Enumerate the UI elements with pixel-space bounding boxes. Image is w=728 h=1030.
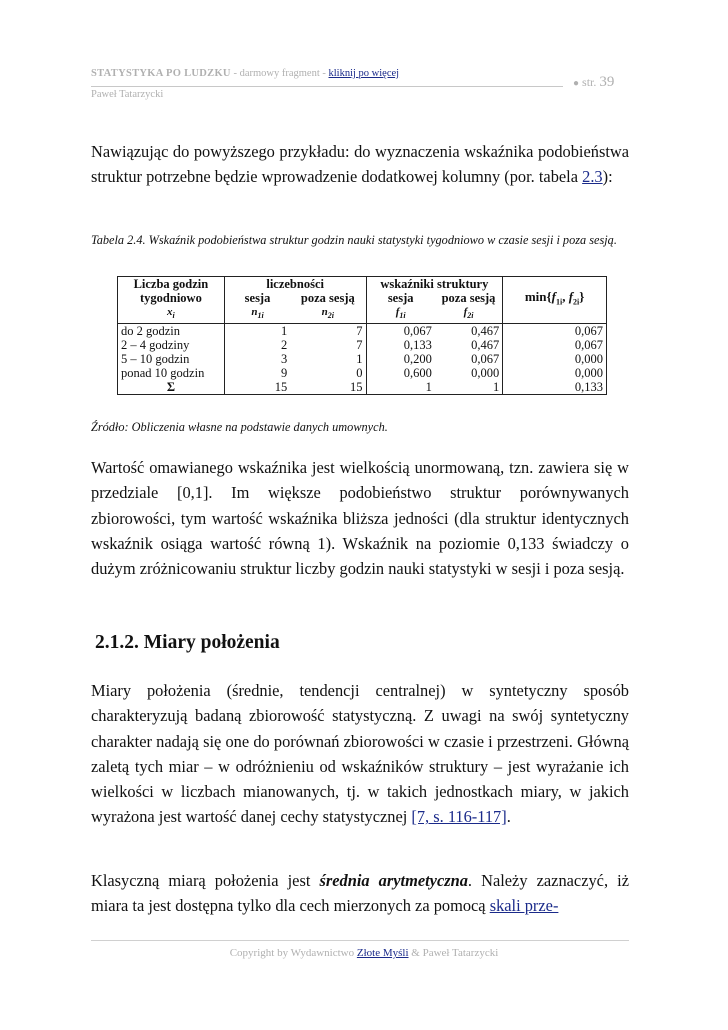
group-structure-header: wskaźniki struktury [366, 277, 503, 292]
sigma-label: Σ [166, 380, 175, 395]
paragraph3-end: . [506, 807, 511, 827]
total-n2: 15 [350, 380, 363, 395]
sym-n1-sub: 1i [257, 311, 264, 321]
page-header [91, 68, 629, 100]
footer-rule [91, 940, 629, 941]
sym-f1-base: f [395, 306, 400, 318]
page-number-value: 39 [599, 74, 615, 90]
table-source: Źródło: Obliczenia własne na podstawie danych umownych. [91, 420, 388, 434]
min-f2-sub: 2i [573, 297, 580, 307]
col-hours-header: Liczba godzin tygodniowo [133, 277, 209, 305]
sub-session-header-2: sesja [366, 291, 435, 305]
cell-f1: 0,200 [366, 352, 435, 366]
table-row [118, 366, 607, 380]
publisher-link[interactable]: Złote Myśli [356, 947, 409, 959]
cell-min: 0,000 [503, 366, 607, 380]
paragraph-measures [91, 678, 629, 830]
total-f1: 1 [366, 380, 435, 395]
sym-n2-sub: 2i [327, 311, 335, 321]
header-author: Paweł Tatarzycki [91, 89, 164, 100]
total-min: 0,133 [503, 380, 607, 395]
cell-f1: 0,600 [366, 366, 435, 380]
min-f1: f [551, 289, 556, 305]
table-total-row [118, 380, 607, 395]
cell-f2: 0,467 [435, 324, 503, 339]
row-label: 5 – 10 godzin [121, 352, 190, 367]
table-row [118, 324, 607, 339]
cell-n2: 7 [356, 338, 363, 353]
cell-f2: 0,067 [471, 352, 500, 367]
sub-session-header: sesja [224, 291, 290, 305]
sym-f2-sub: 2i [467, 311, 474, 321]
page-footer [0, 947, 728, 959]
sym-f2 [435, 305, 503, 324]
cell-n2: 1 [356, 352, 363, 367]
intro-text: Nawiązując do powyższego przykładu: do wyznaczenia wskaźnika podobieństwa struktur potrzebne będzie wprowadzenie dodatkowej kolumny (por. tabela [91, 142, 629, 187]
sym-n2-base: n [321, 306, 328, 318]
free-fragment-label: darmowy fragment [239, 68, 320, 79]
sym-f2-base: f [463, 306, 468, 318]
total-f2: 1 [492, 380, 500, 395]
min-header [503, 277, 607, 324]
sym-x [118, 305, 225, 324]
emphasis-mean: średnia arytmetyczna [319, 871, 468, 890]
header-separator-2: - [319, 68, 329, 79]
more-link[interactable]: kliknij po więcej [328, 68, 400, 79]
sub-outside-header-2: poza sesją [441, 291, 496, 305]
cell-n2: 7 [290, 324, 366, 339]
row-label: 2 – 4 godziny [121, 338, 190, 353]
min-close: } [579, 289, 585, 305]
table-ref-link[interactable]: 2.3 [582, 167, 603, 187]
cell-f1: 0,133 [366, 338, 435, 352]
cell-n1: 9 [224, 366, 290, 380]
paragraph-normalized: Wartość omawianego wskaźnika jest wielkością unormowaną, tzn. zawiera się w przedziale [0,1]. Im większe podobieństwo struktur porównywanych zbiorowości, tym wartość wskaźnika bliższa jedności (dla struktur identycznych wskaźnik osiąga wartość równą 1). Wskaźnik na poziomie 0,133 świadczy o dużym zróżnicowaniu struktur liczby godzin nauki statystyki w sesji i poza sesją. [91, 458, 629, 579]
cell-f2: 0,000 [471, 366, 500, 381]
sym-x-sub: i [172, 311, 175, 321]
cell-f1: 0,067 [366, 324, 435, 339]
sym-f1-sub: 1i [399, 311, 406, 321]
sym-n2 [290, 305, 366, 324]
cell-n1: 2 [224, 338, 290, 352]
intro-paragraph [91, 139, 629, 190]
cell-n1: 3 [224, 352, 290, 366]
cell-n2: 0 [356, 366, 363, 381]
paragraph4-start: Klasyczną miarą położenia jest [91, 871, 320, 890]
paragraph3-text: Miary położenia (średnie, tendencji centralnej) w syntetyczny sposób charakteryzują badaną zbiorowość statystyczną. Z uwagi na swój syntetyczny charakter nadają się one do porównań zbiorowości w czasie i przestrzeni. Główną zaletą tych miar – w odróżnieniu od wskaźników struktury – jest wyrażanie ich wielkości w liczbach mianowanych, tj. w takich jednostkach miary, w jakich wyrażona jest wartość danej cechy statystycznej [91, 681, 629, 827]
cell-n1: 1 [224, 324, 290, 339]
page-prefix: str. [582, 75, 597, 89]
table-row [118, 338, 607, 352]
page-number [573, 74, 614, 91]
cell-min: 0,000 [503, 352, 607, 366]
sym-x-base: x [167, 306, 173, 318]
intro-end: ): [602, 167, 613, 187]
structure-table [117, 276, 607, 395]
scale-link[interactable]: skali prze- [489, 896, 559, 916]
min-sep: , [562, 289, 569, 305]
total-n1: 15 [224, 380, 290, 395]
book-title: STATYSTYKA PO LUDZKU [91, 68, 231, 79]
min-label: min{ [524, 289, 552, 305]
header-rule [91, 86, 563, 87]
cell-f2: 0,467 [471, 338, 500, 353]
sym-n1 [224, 305, 290, 324]
row-label: ponad 10 godzin [121, 366, 205, 381]
table-row [118, 352, 607, 366]
paragraph-mean [91, 868, 629, 919]
bullet-icon: ● [573, 78, 580, 89]
table-caption: Tabela 2.4. Wskaźnik podobieństwa struktur godzin nauki statystyki tygodniowo w czasie sesji i poza sesją. [91, 233, 617, 247]
paragraph4-mid: . Należy zaznaczyć, iż miara ta jest dostępna tylko dla cech mierzonych za pomocą [91, 871, 629, 916]
row-label: do 2 godzin [118, 324, 225, 339]
min-f1-sub: 1i [555, 297, 563, 307]
sym-n1-base: n [251, 306, 258, 318]
header-separator: - [230, 68, 240, 79]
group-counts-header: liczebności [224, 277, 366, 292]
header-line [91, 68, 629, 81]
cell-min: 0,067 [503, 338, 607, 352]
sub-outside-header: poza sesją [300, 291, 355, 305]
sym-f1 [366, 305, 435, 324]
footer-prefix: Copyright by Wydawnictwo [229, 947, 357, 959]
citation-link[interactable]: [7, s. 116-117] [411, 807, 507, 827]
min-f2: f [568, 289, 574, 305]
cell-min: 0,067 [503, 324, 607, 339]
section-heading: 2.1.2. Miary położenia [95, 632, 280, 653]
footer-suffix: & Paweł Tatarzycki [408, 947, 499, 959]
